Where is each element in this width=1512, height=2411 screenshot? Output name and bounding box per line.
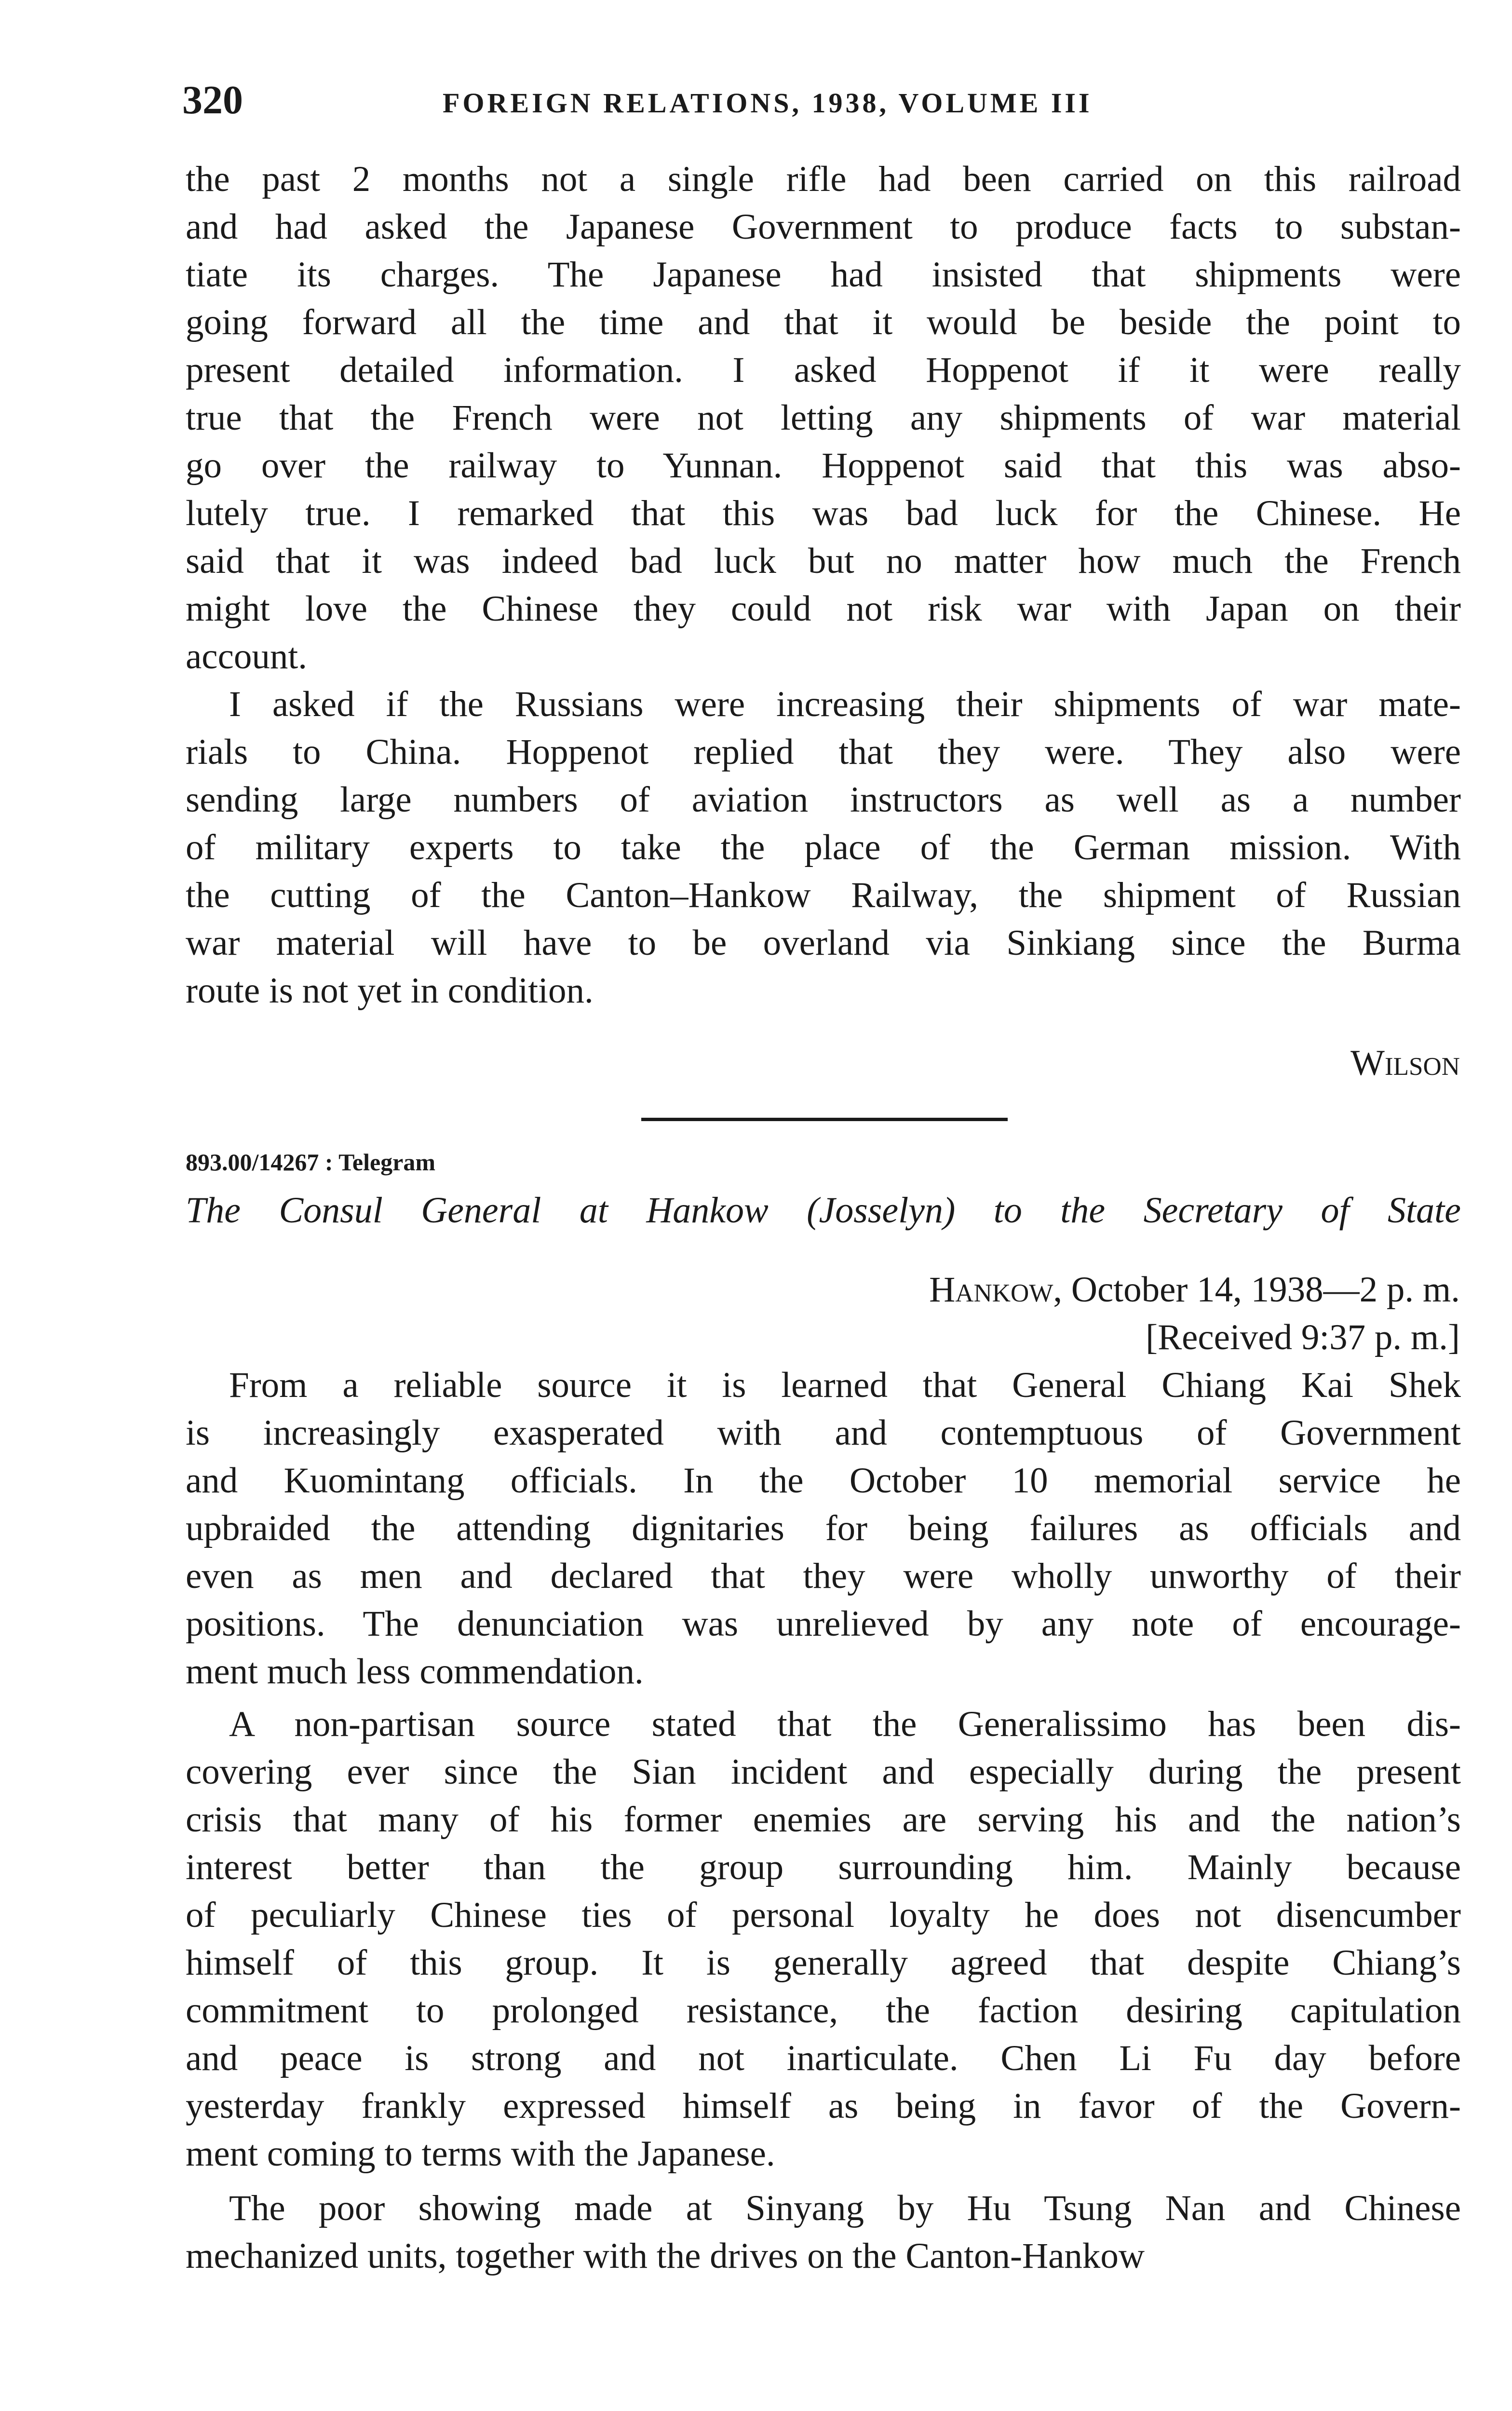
text-line: true that the French were not letting any shipments of war material	[186, 398, 1461, 438]
section2-paragraph2	[186, 1700, 1461, 2178]
text-line: is increasingly exasperated with and contemptuous of Government	[186, 1413, 1461, 1453]
text-line: and peace is strong and not inarticulate. Chen Li Fu day before	[186, 2038, 1461, 2078]
text-line: ment much less commendation.	[186, 1652, 644, 1692]
text-line: the cutting of the Canton–Hankow Railway, the shipment of Russian	[186, 875, 1461, 915]
text-line: commitment to prolonged resistance, the faction desiring capitulation	[186, 1991, 1461, 2031]
dateline	[771, 1266, 1460, 1314]
text-line: positions. The denunciation was unrelieved by any note of encourage-	[186, 1604, 1461, 1644]
text-line: said that it was indeed bad luck but no matter how much the French	[186, 541, 1461, 581]
page-header	[182, 71, 1460, 129]
section1-paragraph2	[186, 680, 1461, 1015]
paragraph-lines	[186, 155, 1461, 680]
text-line: present detailed information. I asked Hoppenot if it were really	[186, 350, 1461, 390]
text-line: himself of this group. It is generally agreed that despite Chiang’s	[186, 1943, 1461, 1983]
dateline-date: October 14, 1938—2 p. m.	[1062, 1270, 1460, 1310]
text-line: A non-partisan source stated that the Generalissimo has been dis-	[229, 1704, 1461, 1744]
paragraph-lines	[186, 680, 1461, 1015]
page-number: 320	[182, 78, 243, 122]
paragraph-lines	[186, 1361, 1461, 1695]
text-line: The poor showing made at Sinyang by Hu Tsung Nan and Chinese	[229, 2188, 1461, 2228]
text-line: of peculiarly Chinese ties of personal loyalty he does not disencumber	[186, 1895, 1461, 1935]
section-divider-rule	[641, 1118, 1008, 1121]
text-line: might love the Chinese they could not risk war with Japan on their	[186, 589, 1461, 629]
text-line: I asked if the Russians were increasing their shipments of war mate-	[229, 684, 1461, 724]
text-line: covering ever since the Sian incident and especially during the present	[186, 1752, 1461, 1792]
text-line: even as men and declared that they were wholly unworthy of their	[186, 1556, 1461, 1596]
text-line: tiate its charges. The Japanese had insisted that shipments were	[186, 255, 1461, 295]
paragraph-lines	[186, 1700, 1461, 2178]
text-line: war material will have to be overland via Sinkiang since the Burma	[186, 923, 1461, 963]
text-line: yesterday frankly expressed himself as being in favor of the Govern-	[186, 2086, 1461, 2126]
text-line: ment coming to terms with the Japanese.	[186, 2134, 775, 2174]
text-line: sending large numbers of aviation instructors as well as a number	[186, 780, 1461, 820]
running-title: FOREIGN RELATIONS, 1938, VOLUME III	[443, 87, 1093, 119]
signature-wilson: Wilson	[1350, 1043, 1460, 1083]
document-title: The Consul General at Hankow (Josselyn) to the Secretary of State	[186, 1190, 1461, 1231]
text-line: the past 2 months not a single rifle had been carried on this railroad	[186, 159, 1461, 199]
text-line: mechanized units, together with the drives on the Canton-Hankow	[186, 2236, 1145, 2276]
text-line: of military experts to take the place of the German mission. With	[186, 827, 1461, 867]
text-line: interest better than the group surrounding him. Mainly because	[186, 1847, 1461, 1887]
text-line: crisis that many of his former enemies are serving his and the nation’s	[186, 1800, 1461, 1840]
text-line: route is not yet in condition.	[186, 971, 594, 1011]
file-reference: 893.00/14267 : Telegram	[186, 1149, 436, 1176]
text-line: going forward all the time and that it would be beside the point to	[186, 302, 1461, 342]
text-line: go over the railway to Yunnan. Hoppenot said that this was abso-	[186, 446, 1461, 486]
text-line: account.	[186, 637, 307, 677]
text-line: upbraided the attending dignitaries for being failures as officials and	[186, 1508, 1461, 1548]
section1-paragraph1	[186, 155, 1461, 680]
paragraph-lines	[186, 2184, 1461, 2280]
text-line: lutely true. I remarked that this was bad luck for the Chinese. He	[186, 493, 1461, 533]
text-line: From a reliable source it is learned that General Chiang Kai Shek	[229, 1365, 1461, 1405]
text-line: rials to China. Hoppenot replied that they were. They also were	[186, 732, 1461, 772]
received-time: [Received 9:37 p. m.]	[1146, 1317, 1460, 1357]
dateline-place: Hankow,	[929, 1270, 1063, 1310]
section2-paragraph3	[186, 2184, 1461, 2280]
text-line: and Kuomintang officials. In the October 10 memorial service he	[186, 1461, 1461, 1501]
section2-paragraph1	[186, 1361, 1461, 1695]
text-line: and had asked the Japanese Government to produce facts to substan-	[186, 207, 1461, 247]
